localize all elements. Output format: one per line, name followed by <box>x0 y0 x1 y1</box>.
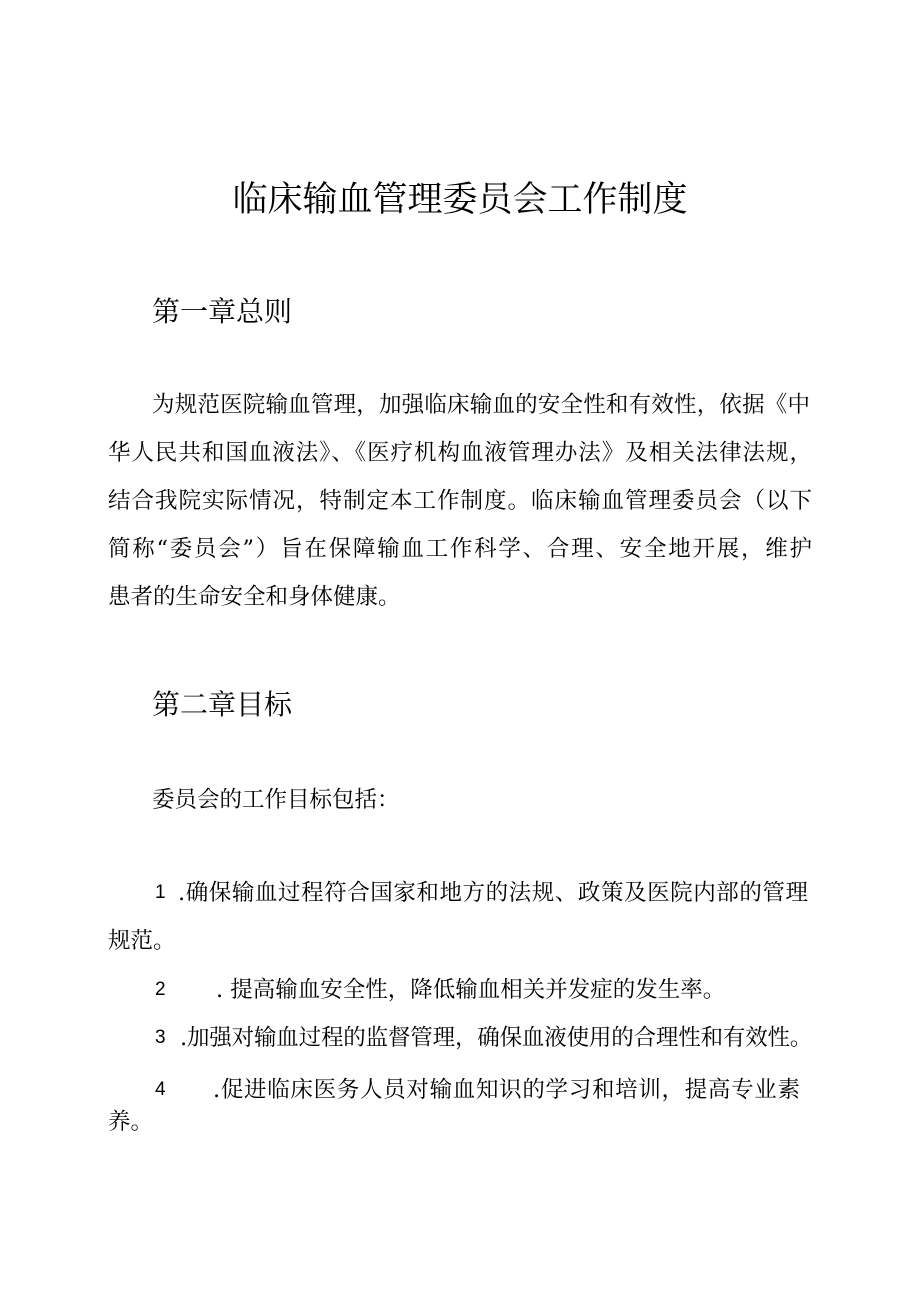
list-item-text: .确保输血过程符合国家和地方的法规、政策及医院内部的管理 <box>178 880 808 906</box>
list-item-number: 3 <box>155 1027 166 1048</box>
paragraph-line: 华人民共和国血液法》、《医疗机构血液管理办法》及相关法律法规， <box>108 440 812 466</box>
paragraph-line: 结合我院实际情况，特制定本工作制度。临床输血管理委员会（以下 <box>108 488 812 514</box>
list-item-text-continuation: 养。 <box>108 1109 154 1135</box>
paragraph-line: 为规范医院输血管理，加强临床输血的安全性和有效性，依据《中 <box>152 392 810 418</box>
list-item-text: . 提高输血安全性，降低输血相关并发症的发生率。 <box>216 977 726 1003</box>
list-item-number: 2 <box>155 979 166 1000</box>
list-item-text-continuation: 规范。 <box>108 928 176 954</box>
list-item-number: 4 <box>155 1079 166 1100</box>
paragraph-line: 简称“委员会”）旨在保障输血工作科学、合理、安全地开展，维护 <box>108 536 812 562</box>
intro-text: 委员会的工作目标包括： <box>152 787 400 813</box>
list-item-number: 1 <box>155 882 166 903</box>
list-item <box>0 1079 920 1102</box>
chapter-heading: 第一章总则 <box>152 295 293 328</box>
chapter-heading: 第二章目标 <box>152 688 293 721</box>
list-item <box>0 1027 920 1050</box>
document-title: 临床输血管理委员会工作制度 <box>232 180 688 220</box>
list-item-text: .促进临床医务人员对输血知识的学习和培训，提高专业素 <box>213 1077 800 1103</box>
list-item-text: .加强对输血过程的监督管理，确保血液使用的合理性和有效性。 <box>180 1025 812 1051</box>
list-item <box>0 882 920 905</box>
list-item <box>0 979 920 1002</box>
paragraph-line: 患者的生命安全和身体健康。 <box>108 584 401 610</box>
